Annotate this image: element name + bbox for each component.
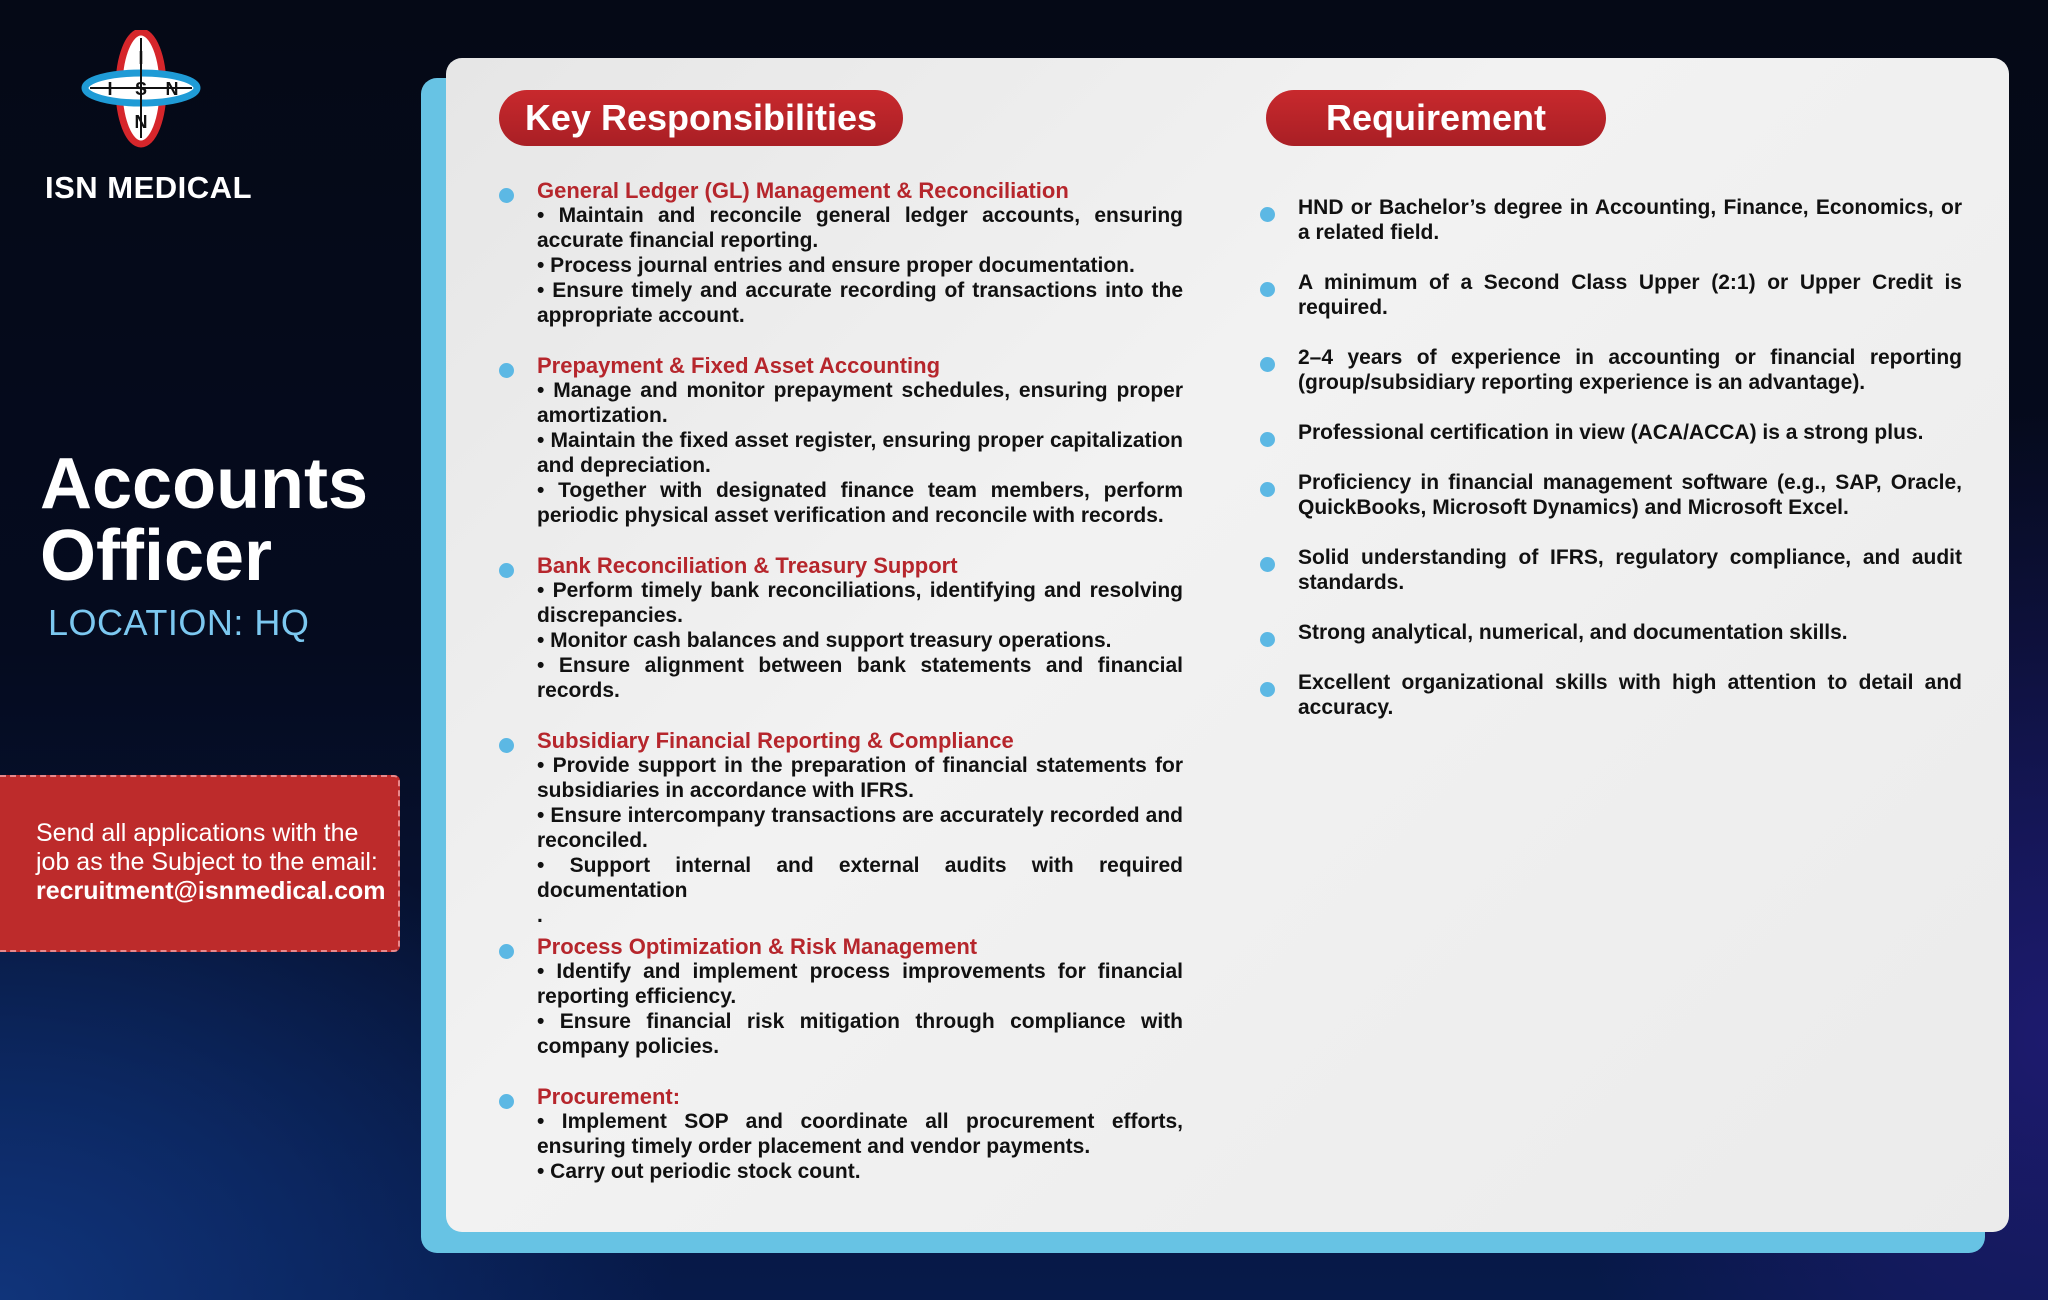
responsibility-title: Prepayment & Fixed Asset Accounting bbox=[537, 353, 941, 378]
bullet-dot-icon bbox=[1260, 207, 1275, 222]
requirement-item bbox=[1260, 670, 1962, 720]
application-instructions-box bbox=[0, 775, 400, 952]
requirement-item bbox=[1260, 345, 1962, 395]
bullet-dot-icon bbox=[1260, 632, 1275, 647]
requirement-text: A minimum of a Second Class Upper (2:1) or Upper Credit is required. bbox=[1298, 271, 1962, 319]
bullet-dot-icon bbox=[499, 363, 514, 378]
requirement-text: Excellent organizational skills with high attention to detail and accuracy. bbox=[1298, 671, 1962, 719]
responsibility-item bbox=[499, 934, 1183, 1059]
responsibility-line: • Carry out periodic stock count. bbox=[537, 1160, 861, 1183]
apply-line1: Send all applications with the bbox=[36, 819, 359, 847]
requirement-item bbox=[1260, 620, 1962, 645]
key-responsibilities-heading: Key Responsibilities bbox=[499, 90, 903, 146]
responsibility-line: • Ensure intercompany transactions are accurately recorded and reconciled. bbox=[537, 804, 1183, 852]
isn-logo-icon bbox=[80, 30, 202, 148]
job-title-line2: Officer bbox=[40, 516, 273, 596]
requirement-text: 2–4 years of experience in accounting or financial reporting (group/subsidiary reporting experience is an advantage). bbox=[1298, 346, 1962, 394]
bullet-dot-icon bbox=[499, 1094, 514, 1109]
bullet-dot-icon bbox=[499, 188, 514, 203]
bullet-dot-icon bbox=[499, 563, 514, 578]
responsibility-item bbox=[499, 553, 1183, 703]
responsibility-line: • Perform timely bank reconciliations, identifying and resolving discrepancies. bbox=[537, 579, 1183, 627]
responsibility-title: Procurement: bbox=[537, 1084, 681, 1109]
responsibility-title: General Ledger (GL) Management & Reconciliation bbox=[537, 178, 1069, 203]
requirement-text: HND or Bachelor’s degree in Accounting, Finance, Economics, or a related field. bbox=[1298, 196, 1962, 244]
responsibility-line: • Ensure financial risk mitigation through compliance with company policies. bbox=[537, 1010, 1183, 1058]
recruitment-email-link[interactable]: recruitment@isnmedical.com bbox=[36, 877, 386, 905]
logo-letter-center: S bbox=[134, 79, 148, 99]
responsibility-line: • Maintain the fixed asset register, ensuring proper capitalization and depreciation. bbox=[537, 429, 1183, 477]
job-title-line1: Accounts bbox=[40, 444, 369, 524]
responsibilities-list bbox=[499, 178, 1183, 1209]
responsibility-title: Bank Reconciliation & Treasury Support bbox=[537, 553, 958, 578]
bullet-dot-icon bbox=[1260, 482, 1275, 497]
responsibility-item bbox=[499, 1084, 1183, 1184]
requirement-item bbox=[1260, 470, 1962, 520]
responsibility-title: Subsidiary Financial Reporting & Compliance bbox=[537, 728, 1014, 753]
responsibility-line: • Process journal entries and ensure proper documentation. bbox=[537, 254, 1135, 277]
requirements-list bbox=[1260, 195, 1962, 745]
job-location: LOCATION: HQ bbox=[48, 602, 310, 643]
logo-letter-bottom: N bbox=[134, 112, 148, 132]
responsibility-line: • Ensure alignment between bank statements and financial records. bbox=[537, 654, 1183, 702]
requirement-item bbox=[1260, 545, 1962, 595]
job-title bbox=[40, 444, 369, 596]
bullet-dot-icon bbox=[1260, 682, 1275, 697]
logo-letter-top: I bbox=[138, 48, 144, 68]
responsibility-line: • Together with designated finance team members, perform periodic physical asset verification and reconcile with records. bbox=[537, 479, 1183, 527]
responsibility-item bbox=[499, 728, 1183, 928]
responsibility-line: • Provide support in the preparation of financial statements for subsidiaries in accordance with IFRS. bbox=[537, 754, 1183, 802]
responsibility-line: • Implement SOP and coordinate all procurement efforts, ensuring timely order placement and vendor payments. bbox=[537, 1110, 1183, 1158]
responsibility-item bbox=[499, 178, 1183, 328]
requirement-text: Solid understanding of IFRS, regulatory compliance, and audit standards. bbox=[1298, 546, 1962, 594]
requirement-item bbox=[1260, 195, 1962, 245]
apply-line2: job as the Subject to the email: bbox=[36, 848, 378, 876]
bullet-dot-icon bbox=[1260, 557, 1275, 572]
requirement-text: Strong analytical, numerical, and documentation skills. bbox=[1298, 621, 1848, 644]
logo-letter-right: N bbox=[165, 79, 179, 99]
bullet-dot-icon bbox=[1260, 282, 1275, 297]
bullet-dot-icon bbox=[499, 738, 514, 753]
brand-name: ISN MEDICAL bbox=[45, 170, 252, 205]
bullet-dot-icon bbox=[1260, 432, 1275, 447]
requirement-item bbox=[1260, 420, 1962, 445]
isn-compass-logo-svg bbox=[80, 30, 202, 148]
logo-letter-left: I bbox=[107, 79, 113, 99]
responsibility-item bbox=[499, 353, 1183, 528]
responsibility-line: • Identify and implement process improvements for financial reporting efficiency. bbox=[537, 960, 1183, 1008]
responsibility-line: • Monitor cash balances and support treasury operations. bbox=[537, 629, 1112, 652]
responsibility-line: . bbox=[537, 904, 543, 927]
requirement-item bbox=[1260, 270, 1962, 320]
bullet-dot-icon bbox=[1260, 357, 1275, 372]
responsibility-line: • Support internal and external audits with required documentation bbox=[537, 854, 1183, 902]
responsibility-title: Process Optimization & Risk Management bbox=[537, 934, 978, 959]
responsibility-line: • Manage and monitor prepayment schedules, ensuring proper amortization. bbox=[537, 379, 1183, 427]
requirement-text: Professional certification in view (ACA/ACCA) is a strong plus. bbox=[1298, 421, 1924, 444]
bullet-dot-icon bbox=[499, 944, 514, 959]
responsibility-line: • Maintain and reconcile general ledger accounts, ensuring accurate financial reporting. bbox=[537, 204, 1183, 252]
responsibility-line: • Ensure timely and accurate recording of transactions into the appropriate account. bbox=[537, 279, 1183, 327]
requirement-heading: Requirement bbox=[1266, 90, 1606, 146]
requirement-text: Proficiency in financial management software (e.g., SAP, Oracle, QuickBooks, Microsoft Dynamics) and Microsoft Excel. bbox=[1298, 471, 1962, 519]
